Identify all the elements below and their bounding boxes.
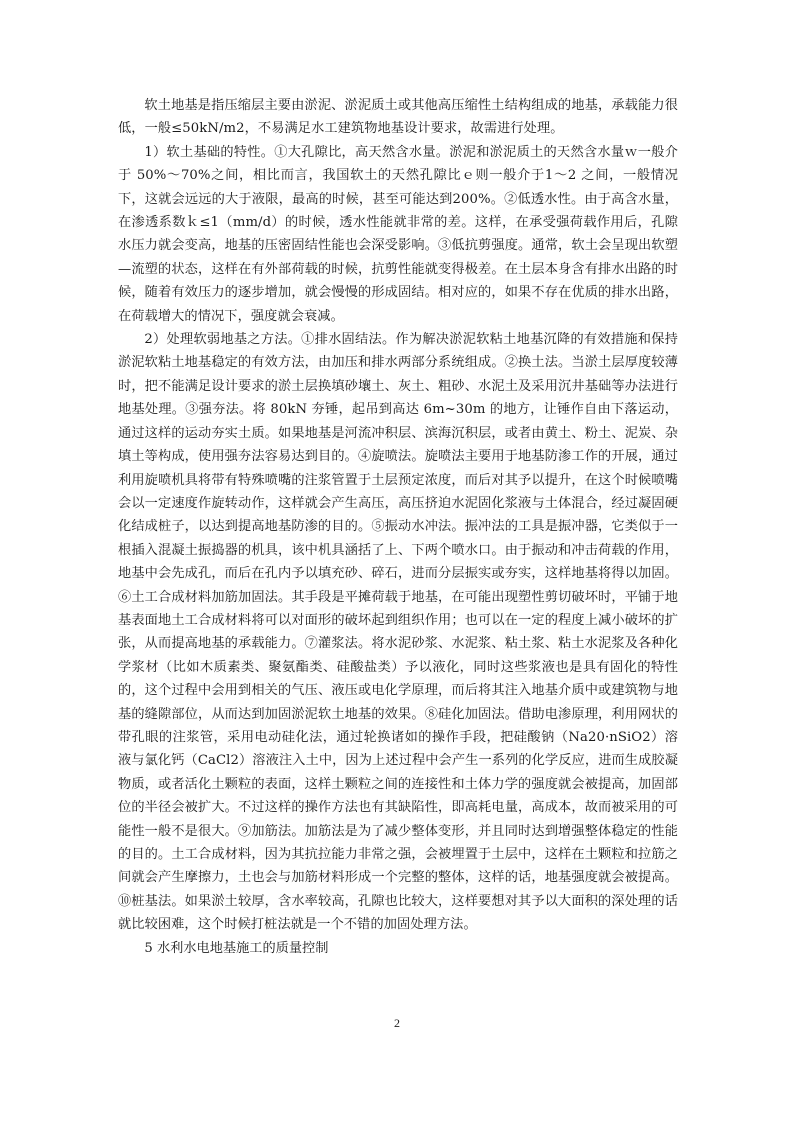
page-number: 2: [394, 1016, 400, 1030]
paragraph-soft-foundation-properties: 1）软土基础的特性。①大孔隙比，高天然含水量。淤泥和淤泥质土的天然含水量ｗ一般介于 50%～70%之间，相比而言，我国软土的天然孔隙比ｅ则一般介于1～2 之间，一般情况下，这就会远远的大于液限，最高的时候，甚至可能达到200%。②低透水性。由于高含水量，在渗透系数ｋ≤1（mm/d）的时候，透水性能就非常的差。这样，在承受强荷载作用后，孔隙水压力就会变高，地基的压密固结性能也会深受影响。③低抗剪强度。通常，软土会呈现出软塑—流塑的状态，这样在有外部荷载的时候，抗剪性能就变得极差。在土层本身含有排水出路的时候，随着有效压力的逐步增加，就会慢慢的形成固结。相对应的，如果不存在优质的排水出路，在荷载增大的情况下，强度就会衰减。: [118, 144, 678, 324]
paragraph-soft-foundation-definition: 软土地基是指压缩层主要由淤泥、淤泥质土或其他高压缩性土结构组成的地基，承载能力很低，一般≤50kN/m2，不易满足水工建筑物地基设计要求，故需进行处理。: [118, 98, 678, 137]
paragraph-treatment-methods: 2）处理软弱地基之方法。①排水固结法。作为解决淤泥软粘土地基沉降的有效措施和保持淤泥软粘土地基稳定的有效方法，由加压和排水两部分系统组成。②换土法。当淤土层厚度较薄时，把不能满足设计要求的淤土层换填砂壤土、灰土、粗砂、水泥土及采用沉井基础等办法进行地基处理。③强夯法。将 80kN 夯锤，起吊到高达 6m~30m 的地方，让锤作自由下落运动，通过这样的运动夯实土质。如果地基是河流冲积层、滨海沉积层，或者由黄土、粉土、泥炭、杂填土等构成，使用强夯法容易达到目的。④旋喷法。旋喷法主要用于地基防渗工作的开展，通过利用旋喷机具将带有特殊喷嘴的注浆管置于土层预定浓度，而后对其予以提升，在这个时候喷嘴会以一定速度作旋转动作，这样就会产生高压，高压挤迫水泥固化浆液与土体混合，经过凝固硬化结成桩子，以达到提高地基防渗的目的。⑤振动水冲法。振冲法的工具是振冲器，它类似于一根插入混凝土振捣器的机具，该中机具涵括了上、下两个喷水口。由于振动和冲击荷载的作用，地基中会先成孔，而后在孔内予以填充砂、碎石，进而分层振实或夯实，这样地基将得以加固。⑥土工合成材料加筋加固法。其手段是平摊荷载于地基，在可能出现塑性剪切破坏时，平铺于地基表面地土工合成材料将可以对面形的破坏起到组织作用；也可以在一定的程度上减小破坏的扩张，从而提高地基的承载能力。⑦灌浆法。将水泥砂浆、水泥浆、粘土浆、粘土水泥浆及各种化学浆材（比如木质素类、聚氨酯类、硅酸盐类）予以液化，同时这些浆液也是具有固化的特性的，这个过程中会用到相关的气压、液压或电化学原理，而后将其注入地基介质中或建筑物与地基的缝隙部位，从而达到加固淤泥软土地基的效果。⑧硅化加固法。借助电渗原理，利用网状的带孔眼的注浆管，采用电动硅化法，通过轮换诸如的操作手段，把硅酸钠（Na20·nSiO2）溶液与氯化钙（CaCl2）溶液注入土中，因为上述过程中会产生一系列的化学反应，进而生成胶凝物质，或者活化土颗粒的表面，这样土颗粒之间的连接性和土体力学的强度就会被提高，加固部位的半径会被扩大。不过这样的操作方法也有其缺陷性，即高耗电量，高成本，故而被采用的可能性一般不是很大。⑨加筋法。加筋法是为了减少整体变形，并且同时达到增强整体稳定的性能的目的。土工合成材料，因为其抗拉能力非常之强，会被埋置于土层中，这样在土颗粒和拉筋之间就会产生摩擦力，土也会与加筋材料形成一个完整的整体，这样的话，地基强度就会被提高。⑩桩基法。如果淤土较厚，含水率较高，孔隙也比较大，这样要想对其予以大面积的深处理的话就比较困难，这个时候打桩法就是一个不错的加固处理方法。: [118, 332, 678, 933]
section-heading: 5 水利水电地基施工的质量控制: [144, 940, 329, 956]
document-body: [118, 94, 678, 960]
